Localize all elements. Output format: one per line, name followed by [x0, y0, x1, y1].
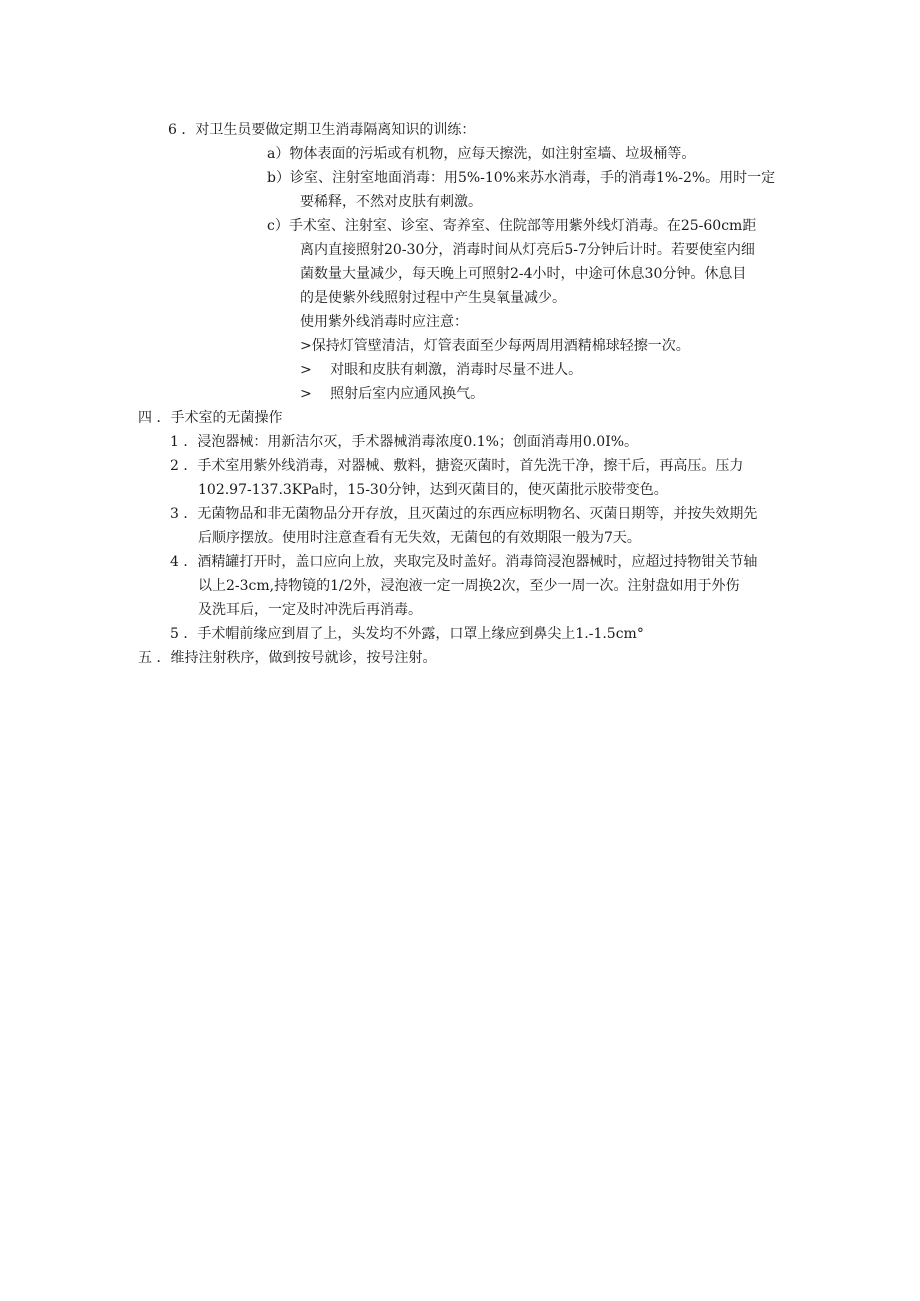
section-4-item-3-cont: 后顺序摆放。使用时注意查看有无失效，无菌包的有效期限一般为7天。: [198, 530, 641, 546]
item-6b-cont: 要稀释，不然对皮肤有刺激。: [300, 194, 482, 210]
section-4-heading: 四 ．手术室的无菌操作: [138, 410, 283, 426]
section-4-item-4: 4 ．酒精罐打开时，盖口应向上放，夹取完及时盖好。消毒筒浸泡器械时，应超过持物钳关节轴: [170, 554, 758, 570]
item-6a: a）物体表面的污垢或有机物，应每天擦洗，如注射室墙、垃圾桶等。: [267, 146, 696, 162]
section-4-item-2-cont: 102.97-137.3KPa时，15-30分钟，达到灭菌目的，使灭菌批示胶带变色。: [198, 482, 668, 498]
section-4-item-2: 2 ．手术室用紫外线消毒，对器械、敷料，搪瓷灭菌时，首先洗干净，擦干后，再高压。压力: [170, 458, 744, 474]
section-5-heading: 五 ．维持注射秩序，做到按号就诊，按号注射。: [138, 650, 437, 666]
item-6b: b）诊室、注射室地面消毒：用5%-10%来苏水消毒，手的消毒1%-2%。用时一定: [267, 170, 776, 186]
item-6c: c）手术室、注射室、诊室、寄养室、住院部等用紫外线灯消毒。在25-60cm距: [267, 218, 757, 234]
uv-notes-heading: 使用紫外线消毒时应注意：: [300, 314, 468, 330]
section-4-item-4-cont-1: 以上2-3cm,持物镜的1/2外，浸泡液一定一周换2次，至少一周一次。注射盘如用于外伤: [198, 578, 740, 594]
section-4-item-1: 1 ．浸泡器械：用新洁尔灭，手术器械消毒浓度0.1%；创面消毒用0.0I%。: [170, 434, 639, 450]
item-6c-cont-3: 的是使紫外线照射过程中产生臭氧量减少。: [300, 290, 566, 306]
item-6c-cont-2: 菌数量大量减少，每天晚上可照射2-4小时，中途可休息30分钟。休息目: [300, 266, 747, 282]
section-4-item-5: 5 ．手术帽前缘应到眉了上，头发均不外露，口罩上缘应到鼻尖上1.-1.5cm°: [170, 626, 644, 642]
uv-note-3: > 照射后室内应通风换气。: [300, 386, 485, 402]
section-4-item-4-cont-2: 及洗耳后，一定及时冲洗后再消毒。: [198, 602, 422, 618]
uv-note-1: >保持灯管壁清洁，灯管表面至少每两周用酒精棉球轻擦一次。: [300, 338, 690, 354]
item-6c-cont-1: 离内直接照射20-30分，消毒时间从灯亮后5-7分钟后计时。若要使室内细: [300, 242, 755, 258]
item-6-heading: 6 ．对卫生员要做定期卫生消毒隔离知识的训练：: [168, 122, 476, 138]
uv-note-2: > 对眼和皮肤有刺激，消毒时尽量不进人。: [300, 362, 583, 378]
section-4-item-3: 3 ．无菌物品和非无菌物品分开存放，且灭菌过的东西应标明物名、灭菌日期等，并按失效期先: [170, 506, 758, 522]
